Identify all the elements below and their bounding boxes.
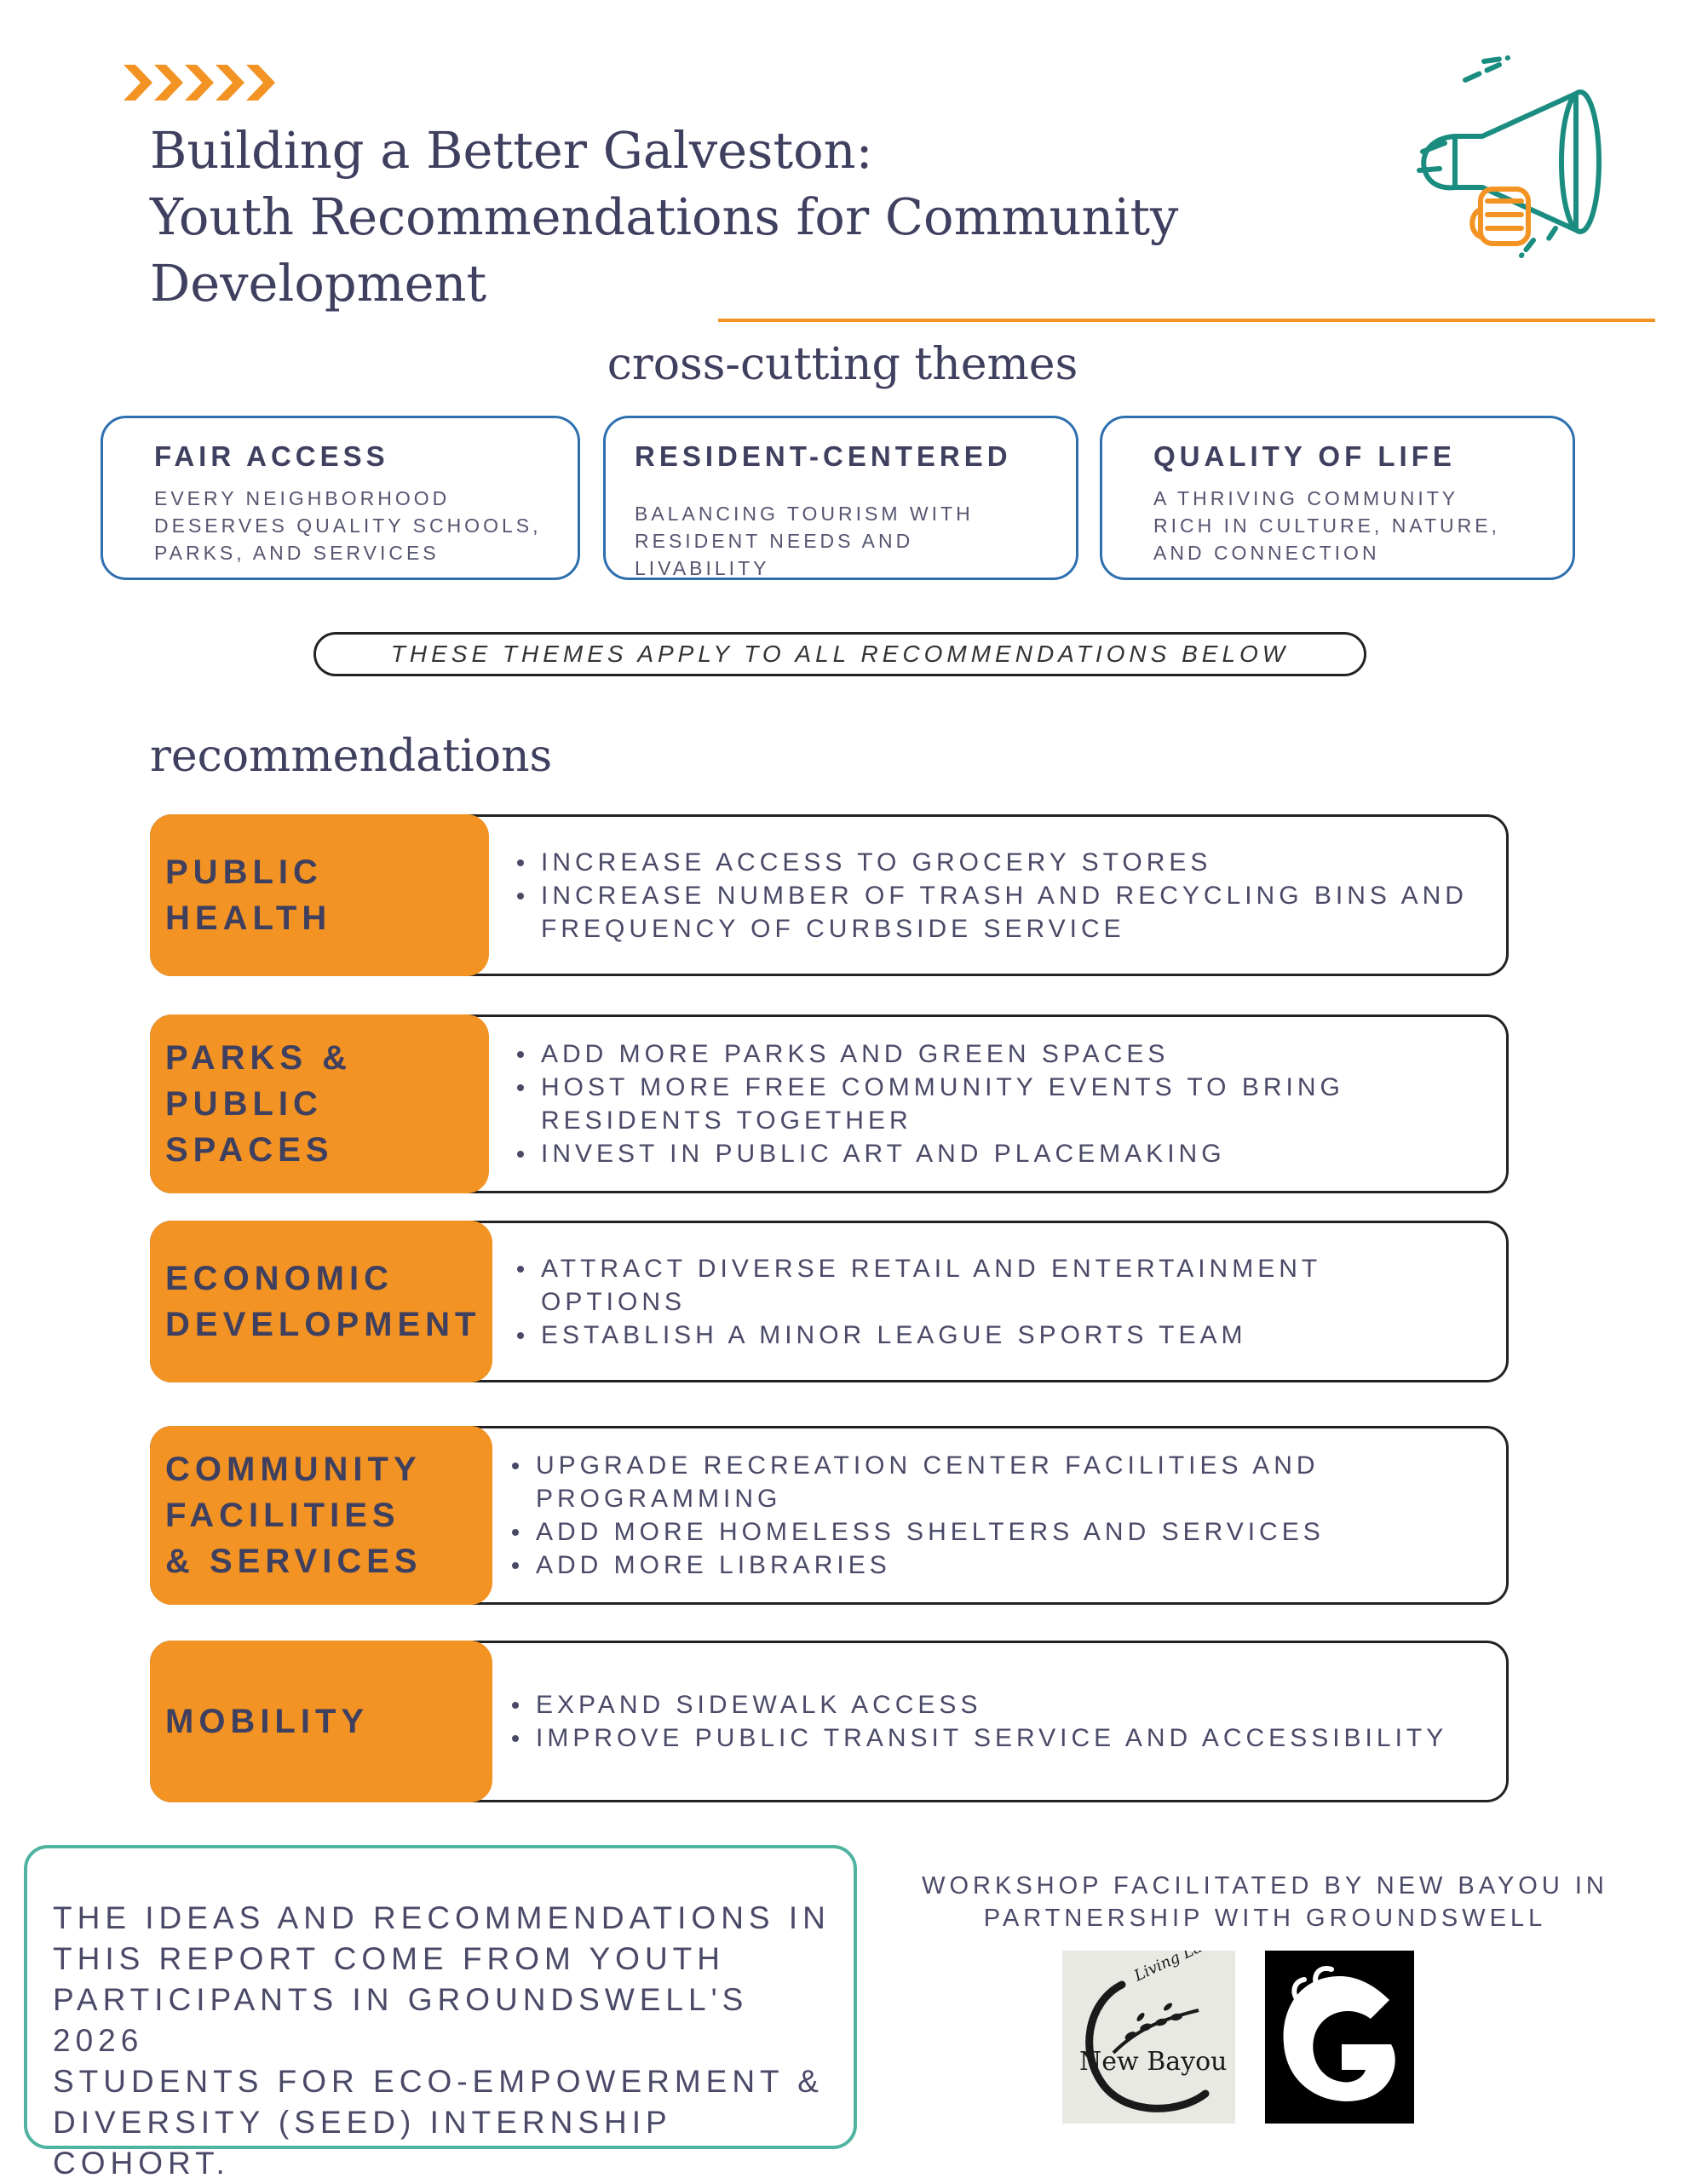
rec-category-tab xyxy=(150,1426,492,1605)
title-line-1: Building a Better Galveston: xyxy=(150,121,873,180)
rec-row-mobility xyxy=(150,1641,1509,1802)
list-item: UPGRADE RECREATION CENTER FACILITIES AND PROGRAMMING xyxy=(505,1449,1472,1515)
list-item: ADD MORE PARKS AND GREEN SPACES xyxy=(510,1037,1472,1071)
list-item: ADD MORE LIBRARIES xyxy=(505,1549,1472,1582)
source-note: THE IDEAS AND RECOMMENDATIONS IN THIS REPORT COME FROM YOUTH PARTICIPANTS IN GROUNDSWELL'S 2026 STUDENTS FOR ECO-EMPOWERMENT & DIVERSITY (SEED) INTERNSHIP COHORT. xyxy=(53,1900,831,2181)
svg-text:Living Labs: Living Labs xyxy=(1131,1951,1222,1986)
rec-category-tab xyxy=(150,1221,492,1382)
source-note-box xyxy=(24,1845,857,2181)
theme-title: RESIDENT-CENTERED xyxy=(635,440,1012,472)
theme-description: EVERY NEIGHBORHOOD DESERVES QUALITY SCHOOLS, PARKS, AND SERVICES xyxy=(154,487,542,564)
rec-item-list xyxy=(505,1643,1472,1800)
list-item: INCREASE ACCESS TO GROCERY STORES xyxy=(510,846,1472,879)
megaphone-icon xyxy=(1406,43,1627,264)
page-title xyxy=(150,118,1428,317)
rec-category-label: ECONOMIC DEVELOPMENT xyxy=(165,1260,481,1343)
theme-card-fair-access xyxy=(101,416,580,580)
rec-item-list xyxy=(510,1017,1472,1191)
theme-card-quality-of-life xyxy=(1100,416,1575,580)
rec-category-tab xyxy=(150,814,489,976)
list-item: ATTRACT DIVERSE RETAIL AND ENTERTAINMENT OPTIONS xyxy=(510,1252,1472,1319)
theme-description: BALANCING TOURISM WITH RESIDENT NEEDS AND LIVABILITY xyxy=(635,503,974,579)
rec-category-label: PUBLIC HEALTH xyxy=(165,853,332,937)
chevron-right-icon xyxy=(124,61,277,104)
list-item: INCREASE NUMBER OF TRASH AND RECYCLING BINS AND FREQUENCY OF CURBSIDE SERVICE xyxy=(510,879,1472,945)
theme-description: A THRIVING COMMUNITY RICH IN CULTURE, NATURE, AND CONNECTION xyxy=(1153,487,1500,564)
title-line-2: Youth Recommendations for Community Development xyxy=(150,187,1179,313)
rec-item-list xyxy=(505,1428,1472,1602)
rec-item-list xyxy=(510,817,1472,974)
rec-row-economic-development xyxy=(150,1221,1509,1382)
themes-heading: cross-cutting themes xyxy=(607,339,1078,390)
themes-note: THESE THEMES APPLY TO ALL RECOMMENDATIONS BELOW xyxy=(313,632,1366,676)
header-divider xyxy=(718,319,1655,322)
rec-category-label: COMMUNITY FACILITIES & SERVICES xyxy=(165,1451,423,1580)
rec-category-label: PARKS & PUBLIC SPACES xyxy=(165,1039,353,1169)
theme-card-resident-centered xyxy=(603,416,1078,580)
rec-row-public-health xyxy=(150,814,1509,976)
new-bayou-logo xyxy=(1062,1951,1235,2124)
rec-category-tab xyxy=(150,1641,492,1802)
rec-category-label: MOBILITY xyxy=(165,1703,370,1740)
rec-category-tab xyxy=(150,1014,489,1193)
workshop-credit: WORKSHOP FACILITATED BY NEW BAYOU IN PARTNERSHIP WITH GROUNDSWELL xyxy=(922,1872,1608,1932)
list-item: EXPAND SIDEWALK ACCESS xyxy=(505,1688,1472,1721)
theme-title: QUALITY OF LIFE xyxy=(1153,440,1456,472)
svg-text:New Bayou: New Bayou xyxy=(1079,2047,1228,2077)
rec-row-parks-public-spaces xyxy=(150,1014,1509,1193)
new-bayou-logo-mark xyxy=(1062,1951,1235,2124)
list-item: ADD MORE HOMELESS SHELTERS AND SERVICES xyxy=(505,1515,1472,1549)
recommendations-heading: recommendations xyxy=(150,731,553,782)
list-item: INVEST IN PUBLIC ART AND PLACEMAKING xyxy=(510,1137,1472,1170)
list-item: HOST MORE FREE COMMUNITY EVENTS TO BRING RESIDENTS TOGETHER xyxy=(510,1071,1472,1137)
groundswell-logo-mark xyxy=(1265,1951,1414,2124)
rec-row-community-facilities xyxy=(150,1426,1509,1605)
rec-item-list xyxy=(510,1223,1472,1380)
groundswell-logo xyxy=(1265,1951,1414,2124)
list-item: ESTABLISH A MINOR LEAGUE SPORTS TEAM xyxy=(510,1319,1472,1352)
list-item: IMPROVE PUBLIC TRANSIT SERVICE AND ACCESSIBILITY xyxy=(505,1721,1472,1755)
theme-title: FAIR ACCESS xyxy=(154,440,389,472)
